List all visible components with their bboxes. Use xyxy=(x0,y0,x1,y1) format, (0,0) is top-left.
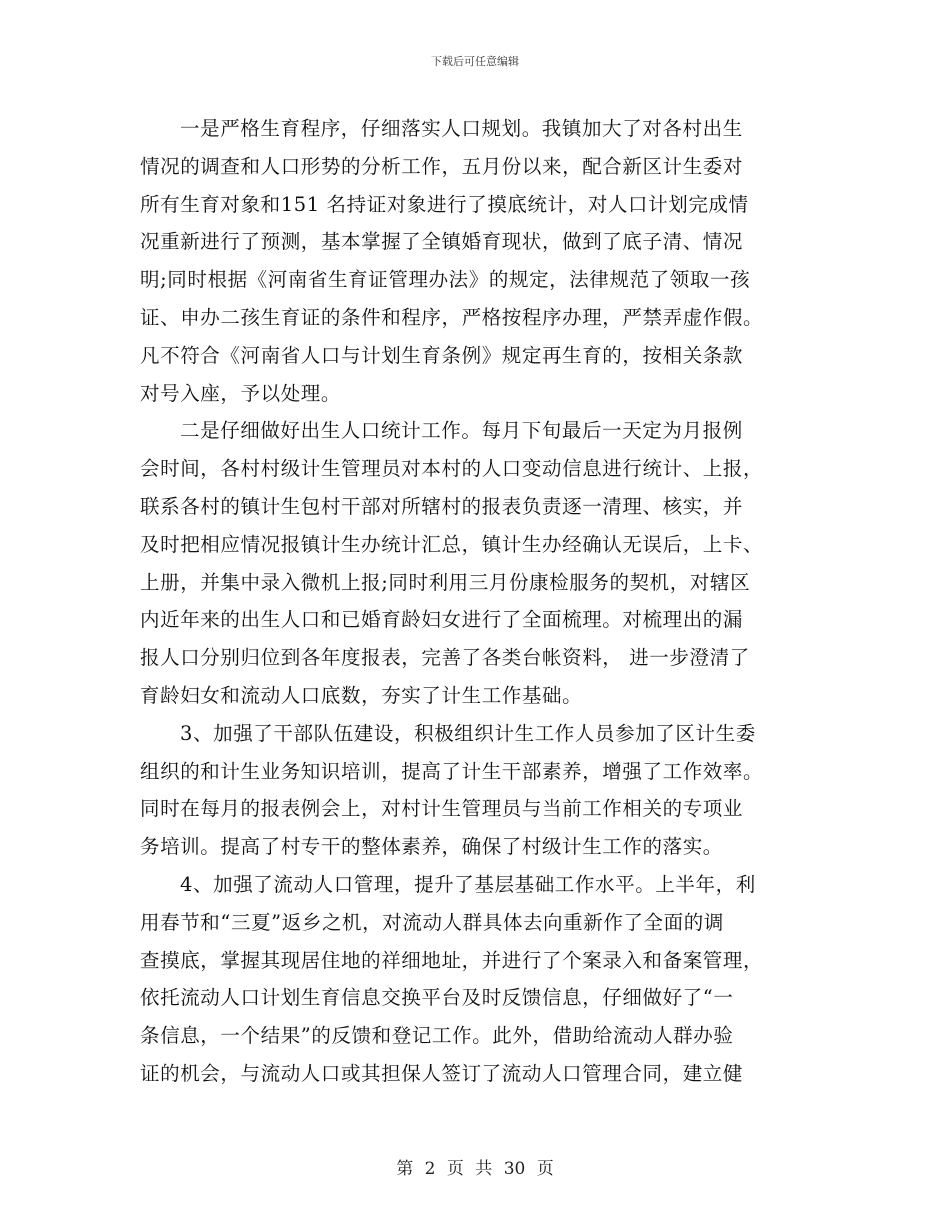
text-line: 凡不符合《河南省人口与计划生育条例》规定再生育的，按相关条款 xyxy=(140,343,744,367)
text-line: 组织的和计生业务知识培训，提高了计生干部素养，增强了工作效率。 xyxy=(140,759,764,783)
text-line: 情况的调查和人口形势的分析工作，五月份以来，配合新区计生委对 xyxy=(140,154,744,178)
text-line: 务培训。提高了村专干的整体素养，确保了村级计生工作的落实。 xyxy=(140,835,723,859)
text-line: 证的机会，与流动人口或其担保人签订了流动人口管理合同，建立健 xyxy=(140,1061,744,1085)
text-line: 证、申办二孩生育证的条件和程序，严格按程序办理，严禁弄虚作假。 xyxy=(140,305,764,329)
text-line: 会时间，各村村级计生管理员对本村的人口变动信息进行统计、上报， xyxy=(140,457,764,481)
text-line: 3、加强了干部队伍建设，积极组织计生工作人员参加了区计生委 xyxy=(180,721,756,745)
text-line: 况重新进行了预测，基本掌握了全镇婚育现状，做到了底子清、情况 xyxy=(140,230,744,254)
text-line: 依托流动人口计划生育信息交换平台及时反馈信息，仔细做好了“一 xyxy=(140,986,734,1010)
text-line: 4、加强了流动人口管理，提升了基层基础工作水平。上半年，利 xyxy=(180,872,756,896)
text-line: 一是严格生育程序，仔细落实人口规划。我镇加大了对各村出生 xyxy=(180,117,743,140)
body-text xyxy=(140,110,808,1093)
text-line: 所有生育对象和151 名持证对象进行了摸底统计，对人口计划完成情 xyxy=(140,192,749,216)
text-line: 用春节和“三夏”返乡之机，对流动人群具体去向重新作了全面的调 xyxy=(140,910,724,934)
text-line: 联系各村的镇计生包村干部对所辖村的报表负责逐一清理、核实，并 xyxy=(140,494,744,518)
text-line: 上册，并集中录入微机上报;同时利用三月份康检服务的契机，对辖区 xyxy=(140,570,751,594)
text-line: 及时把相应情况报镇计生办统计汇总，镇计生办经确认无误后，上卡、 xyxy=(140,532,764,556)
text-line: 明;同时根据《河南省生育证管理办法》的规定，法律规范了领取一孩 xyxy=(140,268,751,292)
text-line: 二是仔细做好出生人口统计工作。每月下旬最后一天定为月报例 xyxy=(180,419,743,443)
text-line: 条信息，一个结果”的反馈和登记工作。此外，借助给流动人群办验 xyxy=(140,1024,734,1048)
text-line: 同时在每月的报表例会上，对村计生管理员与当前工作相关的专项业 xyxy=(140,797,744,821)
page-footer: 第 2 页 共 30 页 xyxy=(396,1159,554,1179)
text-line: 内近年来的出生人口和已婚育龄妇女进行了全面梳理。对梳理出的漏 xyxy=(140,608,744,632)
text-line: 查摸底，掌握其现居住地的祥细地址，并进行了个案录入和备案管理， xyxy=(140,948,764,972)
text-line: 报人口分别归位到各年度报表，完善了各类台帐资料， 进一步澄清了 xyxy=(140,646,750,670)
text-line: 育龄妇女和流动人口底数，夯实了计生工作基础。 xyxy=(140,683,583,707)
text-line: 对号入座，予以处理。 xyxy=(140,381,342,405)
page-header: 下载后可任意编辑 xyxy=(431,55,519,68)
